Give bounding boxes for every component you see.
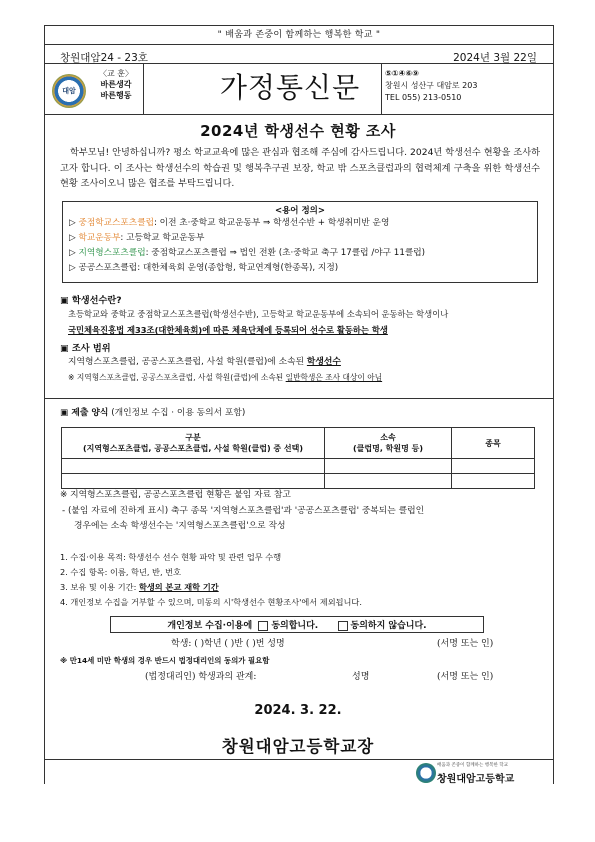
category-input-cell[interactable] xyxy=(62,459,325,474)
consent-row xyxy=(111,617,484,633)
agree-checkbox[interactable] xyxy=(258,621,268,631)
school-logo-text: 대암 xyxy=(62,87,76,95)
issue-date: 2024. 3. 22. xyxy=(254,703,342,718)
privacy-period-text: 3. 보유 및 이용 기간: xyxy=(60,582,139,592)
school-motto-banner: " 배움과 존중이 함께하는 행복한 학교 " xyxy=(44,25,554,45)
header-divider xyxy=(44,63,553,64)
header-separator-right xyxy=(381,63,382,114)
category-input-cell[interactable] xyxy=(62,474,325,489)
definition-item xyxy=(63,261,537,276)
triangle-icon: ▷ xyxy=(69,218,76,228)
document-date: 2024년 3월 22일 xyxy=(453,52,537,64)
motto-line2: 바른행동 xyxy=(100,91,132,100)
guardian-relation: (법정대리인) 학생과의 관계: xyxy=(145,672,257,682)
agree-label: 동의합니다. xyxy=(271,621,319,631)
header-category-sub: (지역형스포츠클럽, 공공스포츠클럽, 사설 학원(클럽) 중 선택) xyxy=(82,444,304,453)
guardian-signature: (서명 또는 인) xyxy=(437,672,494,682)
section-divider xyxy=(44,398,553,399)
scope-heading: ▣ 조사 범위 xyxy=(60,343,111,354)
table-header-row xyxy=(62,428,535,459)
reference-note: ※ 지역형스포츠클럽, 공공스포츠클럽 현황은 붙임 자료 참고 xyxy=(60,490,291,500)
consent-table xyxy=(110,616,484,633)
student-signature: (서명 또는 인) xyxy=(437,639,494,649)
definition-item xyxy=(63,231,537,246)
student-info-line: 학생: ( )학년 ( )반 ( )번 성명 xyxy=(171,639,285,649)
definition-item xyxy=(63,246,537,261)
intro-paragraph: 학부모님! 안녕하십니까? 평소 학교교육에 많은 관심과 협조해 주심에 감사드립니다. 2024년 학생선수 현황을 조사하고자 합니다. 이 조사는 학생선수의 학습권 및 행복추구권 보장, 학교 밖 스포츠클럽과의 협력체계 구축을 위한 학생선수 현황 조사이오니 많은 협조를 부탁드립니다. xyxy=(60,147,540,189)
definition-desc: : 중점학교스포츠클럽 ⇒ 법인 전환 (초·중학교 축구 17클럽 /야구 11클럽) xyxy=(145,248,426,258)
triangle-icon: ▷ xyxy=(69,263,76,273)
privacy-period-emphasis: 학생의 본교 재학 기간 xyxy=(138,582,219,592)
privacy-refusal: 4. 개인정보 수집을 거부할 수 있으며, 미동의 시'학생선수 현황조사'에서 제외됩니다. xyxy=(60,597,362,607)
guardian-name: 성명 xyxy=(352,672,370,682)
sport-input-cell[interactable] xyxy=(452,459,535,474)
affiliation-input-cell[interactable] xyxy=(325,474,452,489)
footer-school-name: 창원대암고등학교 xyxy=(437,774,515,785)
definition-term: 공공스포츠클럽 xyxy=(78,263,138,273)
school-motto xyxy=(92,68,140,101)
disagree-checkbox[interactable] xyxy=(338,621,348,631)
header-separator-left xyxy=(143,63,144,114)
motto-line1: 바른생각 xyxy=(100,80,132,89)
athlete-line2: 국민체육진흥법 제33조(대한체육회)에 따른 체육단체에 등록되어 선수로 활동하는 학생 xyxy=(68,325,388,335)
definition-desc: : 이전 초·중학교 학교운동부 ⇒ 학생선수반 + 학생취미반 운영 xyxy=(153,218,390,228)
header-bottom-divider xyxy=(44,114,553,115)
form-heading-line xyxy=(60,406,245,421)
form-heading: ▣ 제출 양식 xyxy=(60,408,109,418)
principal-name: 창원대암고등학교장 xyxy=(221,737,375,756)
definition-desc: : 대한체육회 운영(종합형, 학교연계형(한종목), 지정) xyxy=(137,263,339,273)
disagree-label: 동의하지 않습니다. xyxy=(350,621,427,631)
table-header-affiliation xyxy=(325,428,452,459)
definitions-heading: <용어 정의> xyxy=(274,206,326,216)
table-row xyxy=(62,459,535,474)
newsletter-title: 가정통신문 xyxy=(219,71,361,104)
affiliation-input-cell[interactable] xyxy=(325,459,452,474)
header-category-title: 구분 xyxy=(185,433,201,442)
telephone: TEL 055) 213-0510 xyxy=(385,93,462,102)
athlete-line1: 초등학교와 중학교 중점학교스포츠클럽(학생선수반), 고등학교 학교운동부에 소속되어 운동하는 학생이나 xyxy=(68,309,449,319)
document-number: 창원대암24 - 23호 xyxy=(60,52,148,64)
duplicate-note-line2: 경우에는 소속 학생선수는 '지역형스포츠클럽'으로 작성 xyxy=(74,521,286,531)
definition-term: 지역형스포츠클럽 xyxy=(78,248,146,258)
scope-note-text: ※ 지역형스포츠클럽, 공공스포츠클럽, 사설 학원(클럽)에 소속된 xyxy=(68,373,286,382)
motto-label: 〈교 훈〉 xyxy=(99,69,133,78)
duplicate-note-line1: - (붙임 자료에 진하게 표시) 축구 종목 '지역형스포츠클럽'과 '공공스포츠클럽' 중복되는 클럽인 xyxy=(62,506,425,516)
privacy-period xyxy=(60,581,219,594)
table-row xyxy=(62,474,535,489)
header-affiliation-sub: (클럽명, 학원명 등) xyxy=(352,444,424,453)
definitions-box xyxy=(62,201,538,283)
definition-desc: : 고등학교 학교운동부 xyxy=(120,233,205,243)
consent-label: 개인정보 수집·이용에 xyxy=(167,621,253,631)
scope-note xyxy=(68,371,382,384)
scope-note-emphasis: 일반학생은 조사 대상이 아님 xyxy=(285,373,383,382)
school-logo xyxy=(52,74,86,108)
school-address xyxy=(385,68,477,104)
sport-input-cell[interactable] xyxy=(452,474,535,489)
footer-motto: 배움과 존중이 함께하는 행복한 학교 xyxy=(437,763,508,768)
table-header-sport: 종목 xyxy=(452,428,535,459)
consent-cell xyxy=(111,617,484,633)
guardian-notice: ※ 만14세 미만 학생의 경우 반드시 법정대리인의 동의가 필요함 xyxy=(60,656,270,665)
scope-line xyxy=(68,355,341,370)
triangle-icon: ▷ xyxy=(69,248,76,258)
scope-line-text: 지역형스포츠클럽, 공공스포츠클럽, 사설 학원(클럽)에 소속된 xyxy=(68,357,307,367)
triangle-icon: ▷ xyxy=(69,233,76,243)
scope-line-emphasis: 학생선수 xyxy=(306,357,341,367)
definition-term: 중점학교스포츠클럽 xyxy=(78,218,154,228)
survey-title: 2024년 학생선수 현황 조사 xyxy=(200,122,396,140)
postcode: ⑤①④⑥⑨ xyxy=(385,69,419,78)
athlete-heading: ▣ 학생선수란? xyxy=(60,295,122,306)
definition-item xyxy=(63,216,537,231)
address-line: 창원시 성산구 대암로 203 xyxy=(385,81,478,90)
privacy-items: 2. 수집 항목: 이름, 학년, 반, 번호 xyxy=(60,567,181,577)
footer-divider xyxy=(44,759,553,760)
table-header-category xyxy=(62,428,325,459)
privacy-purpose: 1. 수집·이용 목적: 학생선수 선수 현황 파악 및 관련 업무 수행 xyxy=(60,552,282,562)
definition-term: 학교운동부 xyxy=(78,233,121,243)
footer-school-logo xyxy=(416,763,436,783)
submission-table xyxy=(61,427,535,489)
header-affiliation-title: 소속 xyxy=(380,433,396,442)
form-subheading: (개인정보 수집 · 이용 동의서 포함) xyxy=(111,408,246,418)
